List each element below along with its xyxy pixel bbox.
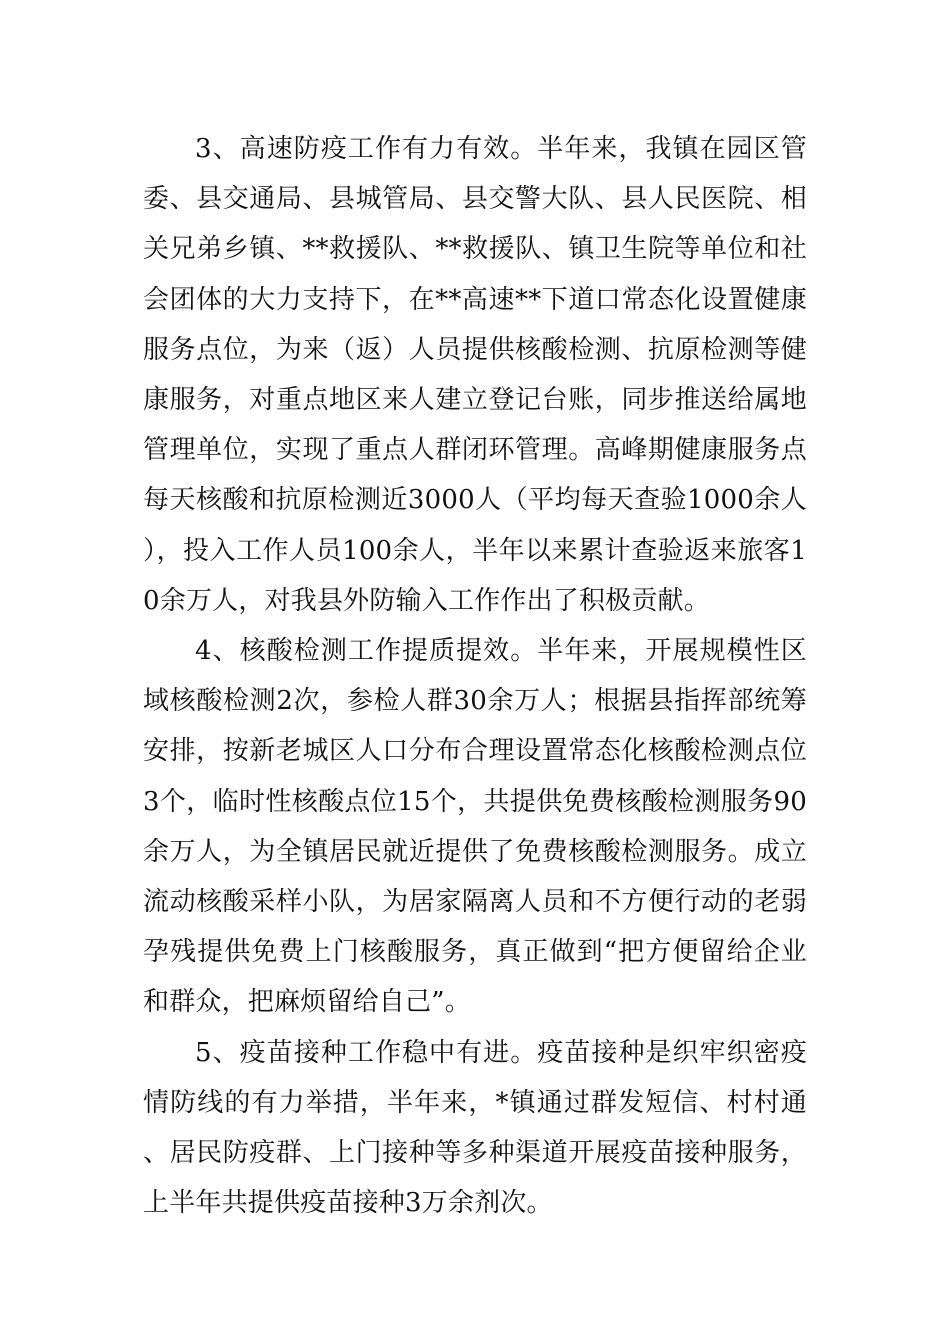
- paragraph-nucleic-acid-testing: 4、核酸检测工作提质提效。半年来，开展规模性区域核酸检测2次，参检人群30余万人；根据县指挥部统筹安排，按新老城区人口分布合理设置常态化核酸检测点位3个，临时性核酸点位15个，共提供免费核酸检测服务90余万人，为全镇居民就近提供了免费核酸检测服务。成立流动核酸采样小队，为居家隔离人员和不方便行动的老弱孕残提供免费上门核酸服务，真正做到“把方便留给企业和群众，把麻烦留给自己”。: [143, 636, 807, 1018]
- document-body: [143, 124, 807, 1228]
- paragraph-vaccination: 5、疫苗接种工作稳中有进。疫苗接种是织牢织密疫情防线的有力举措，半年来，*镇通过群发短信、村村通、居民防疫群、上门接种等多种渠道开展疫苗接种服务，上半年共提供疫苗接种3万余剂次。: [143, 1037, 807, 1219]
- paragraph-highway-epidemic-prevention: 3、高速防疫工作有力有效。半年来，我镇在园区管委、县交通局、县城管局、县交警大队、县人民医院、相关兄弟乡镇、**救援队、**救援队、镇卫生院等单位和社会团体的大力支持下，在**高速**下道口常态化设置健康服务点位，为来（返）人员提供核酸检测、抗原检测等健康服务，对重点地区来人建立登记台账，同步推送给属地管理单位，实现了重点人群闭环管理。高峰期健康服务点每天核酸和抗原检测近3000人（平均每天查验1000余人），投入工作人员100余人，半年以来累计查验返来旅客10余万人，对我县外防输入工作作出了积极贡献。: [143, 134, 807, 616]
